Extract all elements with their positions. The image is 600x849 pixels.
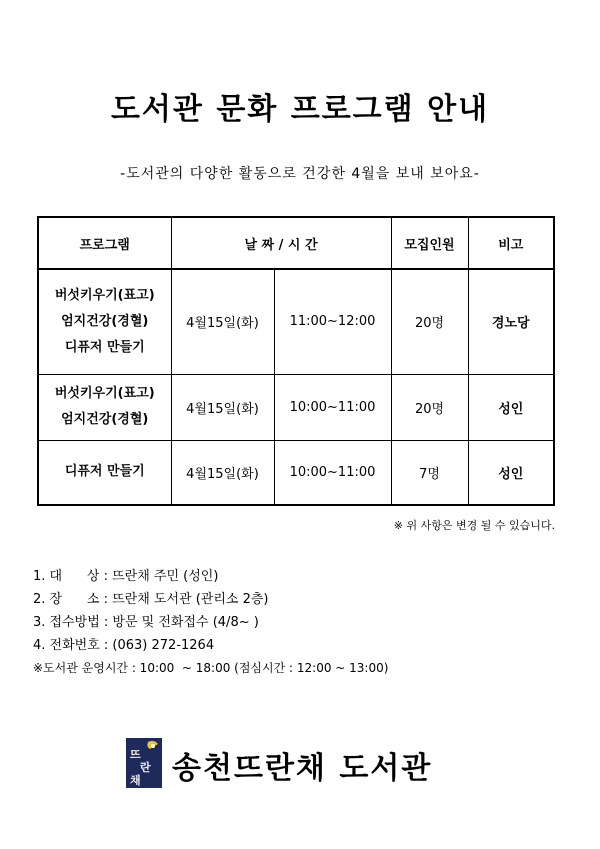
program-table: [37, 216, 555, 506]
page-subtitle: -도서관의 다양한 활동으로 건강한 4월을 보내 보아요-: [120, 166, 480, 182]
note-cell: 경노당: [468, 269, 554, 374]
header-capacity: 모집인원: [391, 217, 468, 269]
info-hours: ※도서관 운영시간 : 10:00 ~ 18:00 (점심시간 : 12:00 ~ 13:00): [33, 661, 389, 675]
date-cell: 4월15일(화): [171, 374, 274, 440]
program-name-cell: [38, 269, 171, 374]
program-name-line: 디퓨저 만들기: [64, 339, 145, 355]
time-cell: 10:00~11:00: [274, 374, 391, 440]
program-name-line: 디퓨저 만들기: [64, 464, 145, 480]
svg-text:뜨: 뜨: [130, 748, 141, 761]
info-list: [33, 565, 388, 680]
program-name-line: 엄지건강(경혈): [61, 313, 149, 329]
table-row: [38, 374, 554, 440]
header-note: 비고: [468, 217, 554, 269]
program-name-cell: [38, 374, 171, 440]
capacity-cell: 20명: [391, 374, 468, 440]
svg-text:란: 란: [140, 761, 151, 774]
program-name-line: 엄지건강(경혈): [61, 412, 149, 427]
program-name-line: 버섯키우기(표고): [54, 386, 155, 401]
header-datetime: 날 짜 / 시 간: [171, 217, 391, 269]
header-program: 프로그램: [38, 217, 171, 269]
capacity-cell: 20명: [391, 269, 468, 374]
program-name-line: 버섯키우기(표고): [54, 287, 155, 303]
info-apply: 3. 접수방법 : 방문 및 전화접수 (4/8~ ): [33, 615, 259, 630]
time-cell: 10:00~11:00: [274, 440, 391, 505]
library-logo: [126, 738, 162, 788]
date-cell: 4월15일(화): [171, 269, 274, 374]
footer: [126, 738, 486, 788]
date-cell: 4월15일(화): [171, 440, 274, 505]
info-target: 1. 대 상 : 뜨란채 주민 (성인): [33, 569, 219, 584]
capacity-cell: 7명: [391, 440, 468, 505]
table-row: [38, 440, 554, 505]
library-name: 송천뜨란채 도서관: [172, 751, 433, 786]
table-header-row: [38, 217, 554, 269]
note-cell: 성인: [468, 374, 554, 440]
change-notice: ※ 위 사항은 변경 될 수 있습니다.: [393, 519, 555, 532]
page-title: 도서관 문화 프로그램 안내: [110, 92, 490, 127]
info-place: 2. 장 소 : 뜨란채 도서관 (관리소 2층): [33, 592, 269, 607]
svg-text:채: 채: [130, 774, 141, 787]
program-name-cell: [38, 440, 171, 505]
info-phone: 4. 전화번호 : (063) 272-1264: [33, 638, 215, 653]
table-row: [38, 269, 554, 374]
note-cell: 성인: [468, 440, 554, 505]
time-cell: 11:00~12:00: [274, 269, 391, 374]
